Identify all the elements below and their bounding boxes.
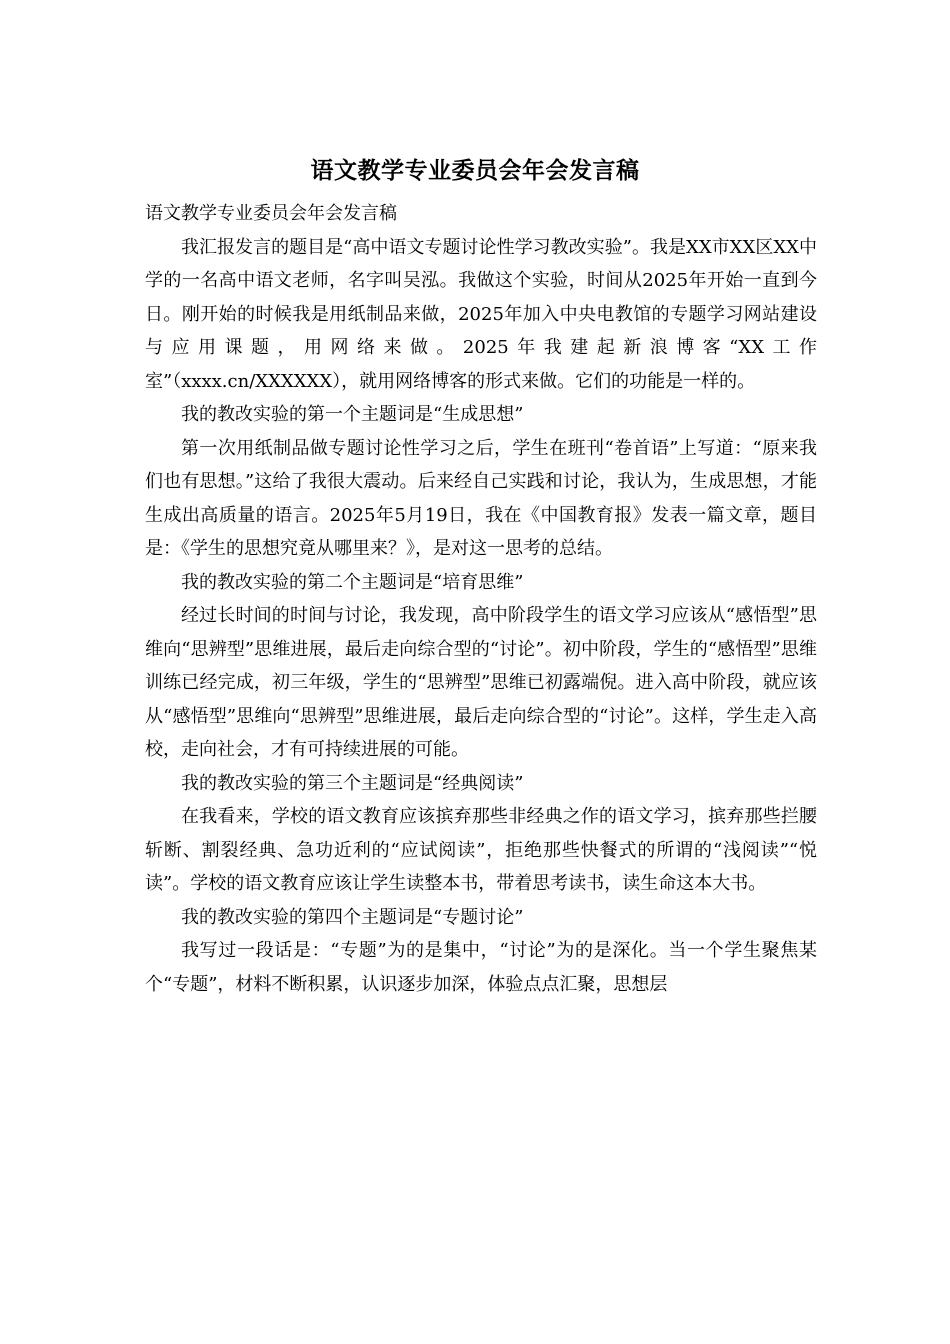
paragraph-intro: 我汇报发言的题目是“高中语文专题讨论性学习教改实验”。我是XX市XX区XX中学的一名高中语文老师，名字叫吴泓。我做这个实验，时间从2025年开始一直到今日。刚开始的时候我是用纸制品来做，2025年加入中央电教馆的专题学习网站建设与应用课题，用网络来做。2025年我建起新浪博客“XX工作室”（xxxx.cn/XXXXXX），就用网络博客的形式来做。它们的功能是一样的。 — [145, 236, 817, 392]
paragraph-theme-1: 第一次用纸制品做专题讨论性学习之后，学生在班刊“卷首语”上写道：“原来我们也有思想。”这给了我很大震动。后来经自己实践和讨论，我认为，生成思想，才能生成出高质量的语言。2025年5月19日，我在《中国教育报》发表一篇文章，题目是：《学生的思想究竟从哪里来？》，是对这一思考的总结。 — [145, 437, 817, 559]
heading-theme-3: 我的教改实验的第三个主题词是“经典阅读” — [181, 772, 524, 794]
heading-theme-2: 我的教改实验的第二个主题词是“培育思维” — [181, 571, 524, 593]
paragraph-theme-2: 经过长时间的时间与讨论，我发现，高中阶段学生的语文学习应该从“感悟型”思维向“思辨型”思维进展，最后走向综合型的“讨论”。初中阶段，学生的“感悟型”思维训练已经完成，初三年级，学生的“思辨型”思维已初露端倪。进入高中阶段，就应该从“感悟型”思维向“思辨型”思维进展，最后走向综合型的“讨论”。这样，学生走入高校，走向社会，才有可持续进展的可能。 — [145, 605, 817, 760]
paragraph-theme-4: 我写过一段话是：“专题”为的是集中，“讨论”为的是深化。当一个学生聚焦某个“专题”，材料不断积累，认识逐步加深，体验点点汇聚，思想层 — [145, 940, 817, 995]
heading-theme-4: 我的教改实验的第四个主题词是“专题讨论” — [181, 906, 524, 928]
document-title: 语文教学专业委员会年会发言稿 — [310, 157, 640, 184]
heading-theme-1: 我的教改实验的第一个主题词是“生成思想” — [181, 404, 524, 425]
paragraph-theme-3: 在我看来，学校的语文教育应该摈弃那些非经典之作的语文学习，摈弃那些拦腰斩断、割裂经典、急功近利的“应试阅读”，拒绝那些快餐式的所谓的“浅阅读”“悦读”。学校的语文教育应该让学生读整本书，带着思考读书，读生命这本大书。 — [145, 806, 817, 894]
document-subtitle: 语文教学专业委员会年会发言稿 — [145, 203, 397, 224]
document-body — [145, 197, 817, 1001]
